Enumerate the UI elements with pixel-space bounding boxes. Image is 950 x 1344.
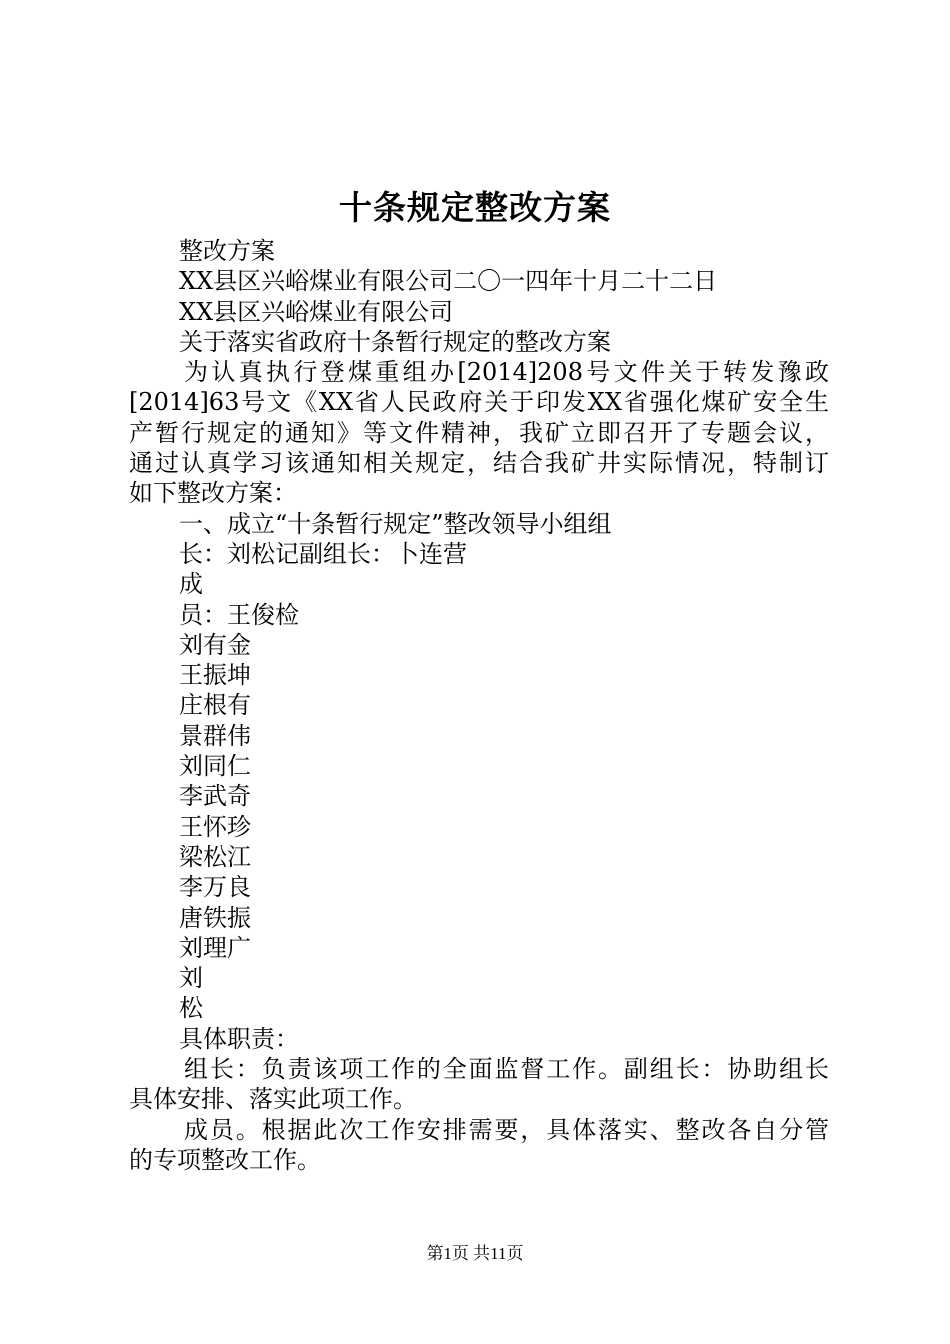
text-line: 成 — [179, 570, 203, 599]
page-footer: 第1页 共11页 — [426, 1244, 524, 1263]
text-line: XX县区兴峪煤业有限公司二〇一四年十月二十二日 — [179, 267, 718, 296]
member-name: 李万良 — [179, 873, 251, 902]
document-title: 十条规定整改方案 — [339, 188, 611, 227]
section-heading: 一、成立“十条暂行规定”整改领导小组组 — [179, 509, 612, 538]
text-line: 员：王俊检 — [179, 600, 299, 629]
paragraph-line: 产暂行规定的通知》等文件精神，我矿立即召开了专题会议， — [129, 418, 829, 447]
text-line: 整改方案 — [179, 237, 275, 265]
paragraph-line: 为认真执行登煤重组办[2014]208号文件关于转发豫政 — [184, 358, 829, 387]
paragraph-line: 的专项整改工作。 — [129, 1145, 321, 1174]
member-name: 李武奇 — [179, 782, 251, 811]
member-name: 刘 — [179, 964, 203, 993]
member-name: 松 — [179, 994, 203, 1023]
member-name: 刘理广 — [179, 933, 251, 962]
member-name: 刘同仁 — [179, 752, 251, 781]
paragraph-line: 具体安排、落实此项工作。 — [129, 1085, 417, 1114]
member-name: 唐铁振 — [179, 903, 251, 932]
document-body — [129, 236, 829, 1175]
text-line: 关于落实省政府十条暂行规定的整改方案 — [179, 327, 611, 356]
paragraph-line: 通过认真学习该通知相关规定，结合我矿井实际情况，特制订 — [129, 449, 829, 478]
member-name: 庄根有 — [179, 691, 251, 720]
paragraph-line: 如下整改方案： — [129, 479, 297, 508]
text-line: XX县区兴峪煤业有限公司 — [179, 297, 454, 326]
member-name: 王振坤 — [179, 661, 251, 690]
paragraph-line: [2014]63号文《XX省人民政府关于印发XX省强化煤矿安全生 — [129, 388, 829, 417]
text-line: 具体职责： — [179, 1024, 299, 1053]
member-name: 刘有金 — [179, 630, 251, 659]
paragraph-line: 成员。根据此次工作安排需要，具体落实、整改各自分管 — [184, 1115, 829, 1144]
member-name: 景群伟 — [179, 721, 251, 750]
paragraph-line: 组长：负责该项工作的全面监督工作。副组长：协助组长 — [184, 1055, 829, 1084]
member-name: 梁松江 — [179, 842, 251, 871]
text-line: 长：刘松记副组长：卜连营 — [179, 539, 467, 568]
member-name: 王怀珍 — [179, 812, 251, 841]
